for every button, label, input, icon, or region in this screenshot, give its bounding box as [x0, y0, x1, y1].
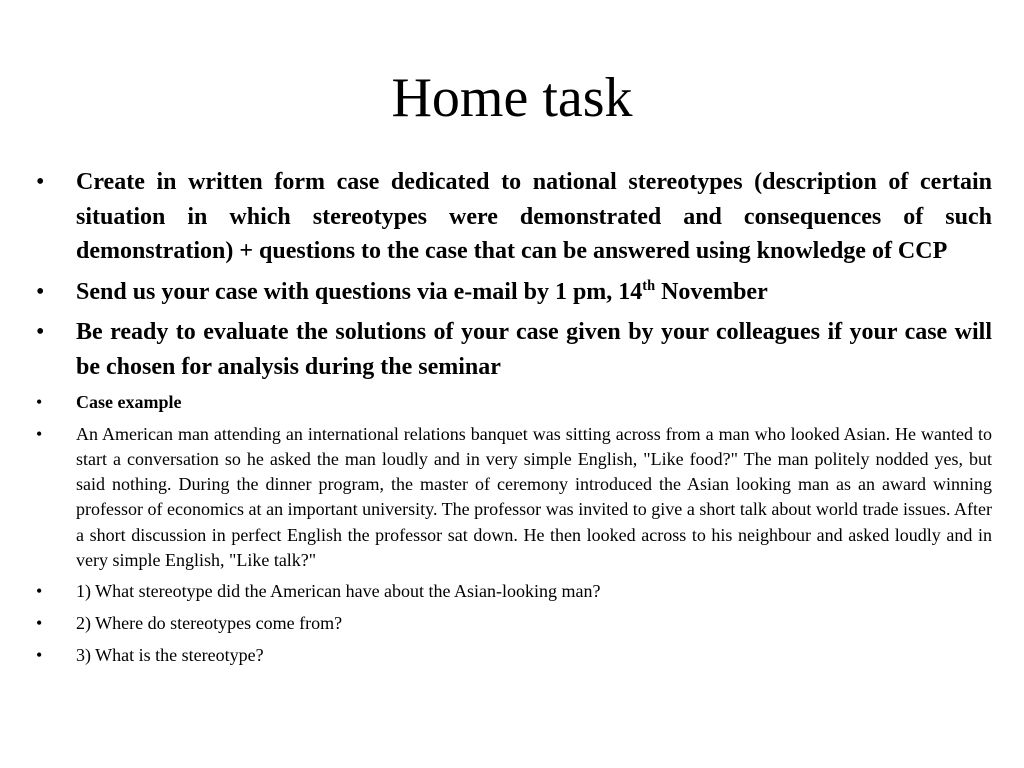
case-heading-item — [36, 390, 992, 415]
bullet-icon: • — [36, 169, 45, 195]
bullet-list — [36, 165, 992, 675]
bullet-icon: • — [36, 278, 45, 305]
question-text: 1) What stereotype did the American have about the Asian-looking man? — [76, 581, 601, 602]
task-item-1 — [36, 165, 992, 269]
slide-title: Home task — [391, 67, 633, 129]
question-text: 3) What is the stereotype? — [76, 644, 264, 665]
case-text: An American man attending an international relations banquet was sitting across from a man who looked Asian. He wanted to start a conversation so he asked the man loudly and in very simple English, "Like food?" The man politely nodded yes, but said nothing. During the dinner program, the master of ceremony introduced the Asian looking man as an award winning professor of economics at an important university. The professor was invited to give a short talk about world trade issues. After a short discussion in perfect English the professor sat down. He then looked across to his neighbour and asked loudly and in very simple English, "Like talk?" — [76, 423, 992, 570]
question-item-2 — [36, 611, 992, 636]
task-text-main: Send us your case with questions via e-mail by 1 pm, 14 — [76, 278, 643, 305]
case-text-item — [36, 422, 992, 573]
task-text — [76, 279, 768, 305]
bullet-icon: • — [36, 392, 43, 412]
task-text: Be ready to evaluate the solutions of your case given by your colleagues if your case will be chosen for analysis during the seminar — [76, 319, 992, 380]
bullet-icon: • — [36, 613, 43, 634]
ordinal-suffix: th — [642, 277, 656, 294]
bullet-icon: • — [36, 581, 43, 602]
task-item-3 — [36, 315, 992, 384]
question-item-1 — [36, 579, 992, 604]
case-heading: Case example — [76, 392, 182, 412]
task-text: Create in written form case dedicated to national stereotypes (description of certain situation in which stereotypes were demonstrated and consequences of such demonstration) + questions to the case that can be answered using knowledge of CCP — [76, 169, 992, 264]
bullet-icon: • — [36, 319, 45, 345]
task-text-month: November — [655, 278, 768, 305]
question-item-3 — [36, 643, 992, 668]
bullet-icon: • — [36, 644, 43, 665]
task-item-2 — [36, 275, 992, 310]
question-text: 2) Where do stereotypes come from? — [76, 613, 343, 634]
bullet-icon: • — [36, 423, 43, 444]
